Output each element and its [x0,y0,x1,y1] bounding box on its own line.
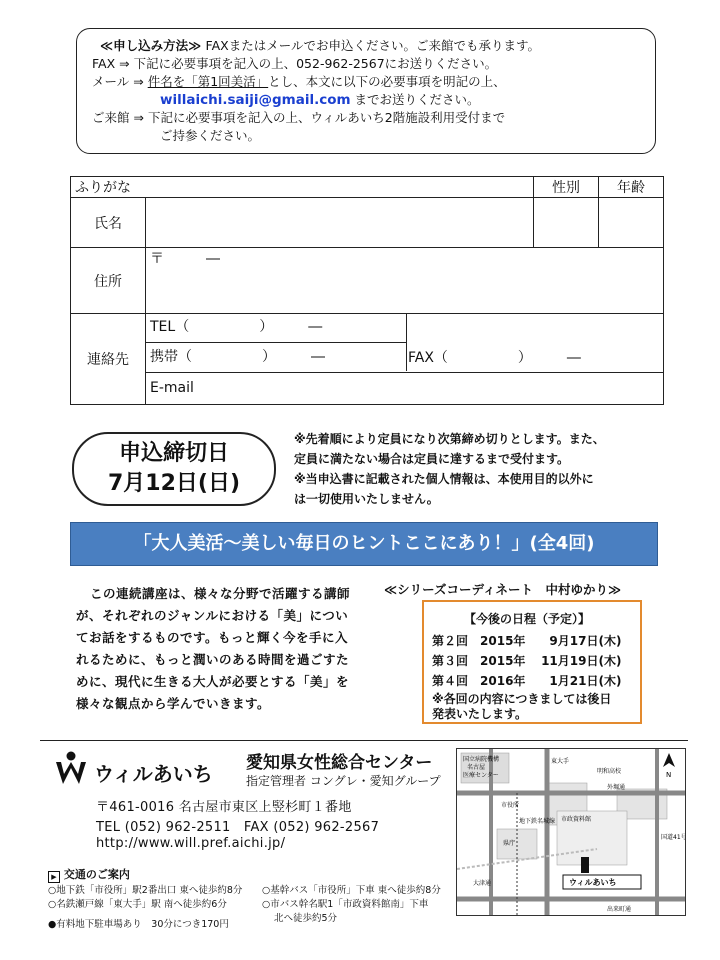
footer-divider [40,740,688,741]
map-label: 県庁 [503,840,516,847]
schedule-row [432,652,621,669]
note-line-1: ※先着順により定員になり次第締め切りとします。また、 [294,432,605,446]
series-coordinator: ≪シリーズコーディネート 中村ゆかり≫ [384,582,622,597]
deadline-title: 申込締切日 [118,441,229,466]
center-url-link[interactable]: http://www.will.pref.aichi.jp/ [96,836,286,851]
email-field[interactable] [146,372,663,404]
apply-email-row [160,92,480,108]
session-date: 11月19日(木) [541,654,622,668]
apply-heading-text: FAXまたはメールでお申込ください。ご来館でも承ります。 [205,38,540,53]
map-label: 大津通 [473,880,492,887]
map-label: 出来町通 [607,906,632,913]
email-label: E-mail [150,380,194,396]
access-map[interactable] [456,748,686,916]
note-line-3: ※当申込書に記載された個人情報は、本使用目的以外に [294,472,594,486]
session-number: 第２回 [432,634,469,648]
description-line: めに、現代に生きる大人が必要とする「美」を [76,674,350,689]
logo-text: ウィルあいち [94,762,213,786]
access-item: 北へ徒歩約5分 [274,913,338,924]
apply-heading-label: ≪申し込み方法≫ [100,38,202,53]
map-label: 東大手 [551,758,570,765]
play-icon: ▶ [48,871,60,883]
schedule-row [432,632,621,649]
access-title: 交通のご案内 [63,868,130,881]
map-label: 地下鉄名城線 [519,818,556,825]
mail-subject: 件名を「第1回美活」 [147,74,269,89]
map-label: 市役所 [501,802,520,809]
schedule-box [422,600,642,724]
mail-method-label: メール ⇒ [92,74,144,89]
age-input-cell[interactable] [599,198,664,248]
deadline-badge [72,432,276,506]
deadline-date: 7月12日(日) [107,471,241,496]
address-input-cell[interactable] [146,248,664,314]
center-address: 〒461-0016 名古屋市東区上竪杉町１番地 [96,800,352,815]
access-item: ○基幹バス「市役所」下車 東へ徒歩約8分 [262,885,441,896]
contact-cell [146,314,664,405]
center-operator: 指定管理者 コングレ・愛知グループ [246,774,441,788]
map-label: 市政資料館 [561,816,592,823]
session-date: 1月21日(木) [549,674,622,688]
visit-method-text2: ご持参ください。 [160,128,261,143]
description-line: が、それぞれのジャンルにおける「美」につい [76,608,349,623]
tel-field[interactable] [146,314,407,343]
description-line: てお話をするものです。もっと輝く今を手に入 [76,630,349,645]
note-line-4: は一切使用いたしません。 [294,492,439,506]
mail-method-text: とし、本文に以下の必要事項を明記の上、 [268,74,506,89]
will-aichi-logo-icon [54,750,88,786]
map-label: 国立病院機構 [463,756,500,763]
gender-header: 性別 [534,177,599,198]
postal-code-mark: 〒 ― [150,251,220,267]
description-line: 様々な観点から学んでいきます。 [76,696,271,711]
parking-info: ●有料地下駐車場あり 30分につき170円 [48,919,229,930]
application-form-table [70,176,664,405]
map-label: 医療センター [463,772,499,779]
series-title-banner: 「大人美活～美しい毎日のヒントここにあり！」(全4回) [70,522,658,566]
map-label: 外堀通 [607,784,626,791]
fax-label: FAX（ ） ― [408,350,581,366]
session-number: 第３回 [432,654,469,668]
session-number: 第４回 [432,674,469,688]
map-label: 名古屋 [467,764,486,771]
email-address-link[interactable]: willaichi.saiji@gmail.com [160,92,351,108]
note-line-2: 定員に満たない場合は定員に達するまで受付ます。 [294,452,570,466]
age-header: 年齢 [599,177,664,198]
apply-heading [100,38,540,54]
schedule-row [432,672,621,689]
schedule-note-2: 発表いたします。 [432,707,528,721]
schedule-title: 【今後の日程（予定）】 [464,612,591,626]
visit-method-label: ご来館 ⇒ [92,110,144,125]
center-phone: TEL (052) 962-2511 FAX (052) 962-2567 [96,820,380,835]
map-label: 明和高校 [597,768,622,775]
access-item: ○市バス幹名駅1「市政資料館南」下車 [262,899,429,910]
description-line: れるために、もっと潤いのある時間を過ごすた [76,652,350,667]
furigana-cell[interactable] [71,177,534,198]
schedule-note: ※各回の内容につきましては後日 [432,692,612,706]
center-name: 愛知県女性総合センター [246,753,433,773]
apply-fax-row [92,56,497,72]
name-input-cell[interactable] [146,198,534,248]
apply-visit-row [92,110,505,126]
access-item: ○名鉄瀬戸線「東大手」駅 南へ徒歩約6分 [48,899,227,910]
session-year: 2015年 [480,634,526,648]
name-label: 氏名 [71,198,146,248]
map-destination-label: ウィルあいち [569,878,617,887]
fax-field[interactable] [408,344,581,372]
access-item: ○地下鉄「市役所」駅2番出口 東へ徒歩約8分 [48,885,243,896]
mobile-label: 携帯（ ） ― [150,349,325,365]
fax-method-text: 下記に必要事項を記入の上、052-962-2567にお送りください。 [133,56,498,71]
map-graphic [457,749,685,915]
session-date: 9月17日(木) [549,634,622,648]
address-label: 住所 [71,248,146,314]
email-suffix: までお送りください。 [354,92,480,107]
session-year: 2015年 [480,654,526,668]
contact-label: 連絡先 [71,314,146,405]
visit-method-text: 下記に必要事項を記入の上、ウィルあいち2階施設利用受付まで [147,110,506,125]
fax-method-label: FAX ⇒ [92,56,130,71]
apply-mail-row [92,74,506,90]
session-year: 2016年 [480,674,526,688]
tel-label: TEL（ ） ― [150,319,323,335]
furigana-label: ふりがな [75,180,131,196]
access-heading [48,866,130,883]
description-line: この連続講座は、様々な分野で活躍する講師 [90,586,351,601]
mobile-field[interactable] [146,343,407,371]
svg-text:N: N [666,771,672,779]
gender-input-cell[interactable] [534,198,599,248]
map-label: 国道41号 [661,834,685,841]
